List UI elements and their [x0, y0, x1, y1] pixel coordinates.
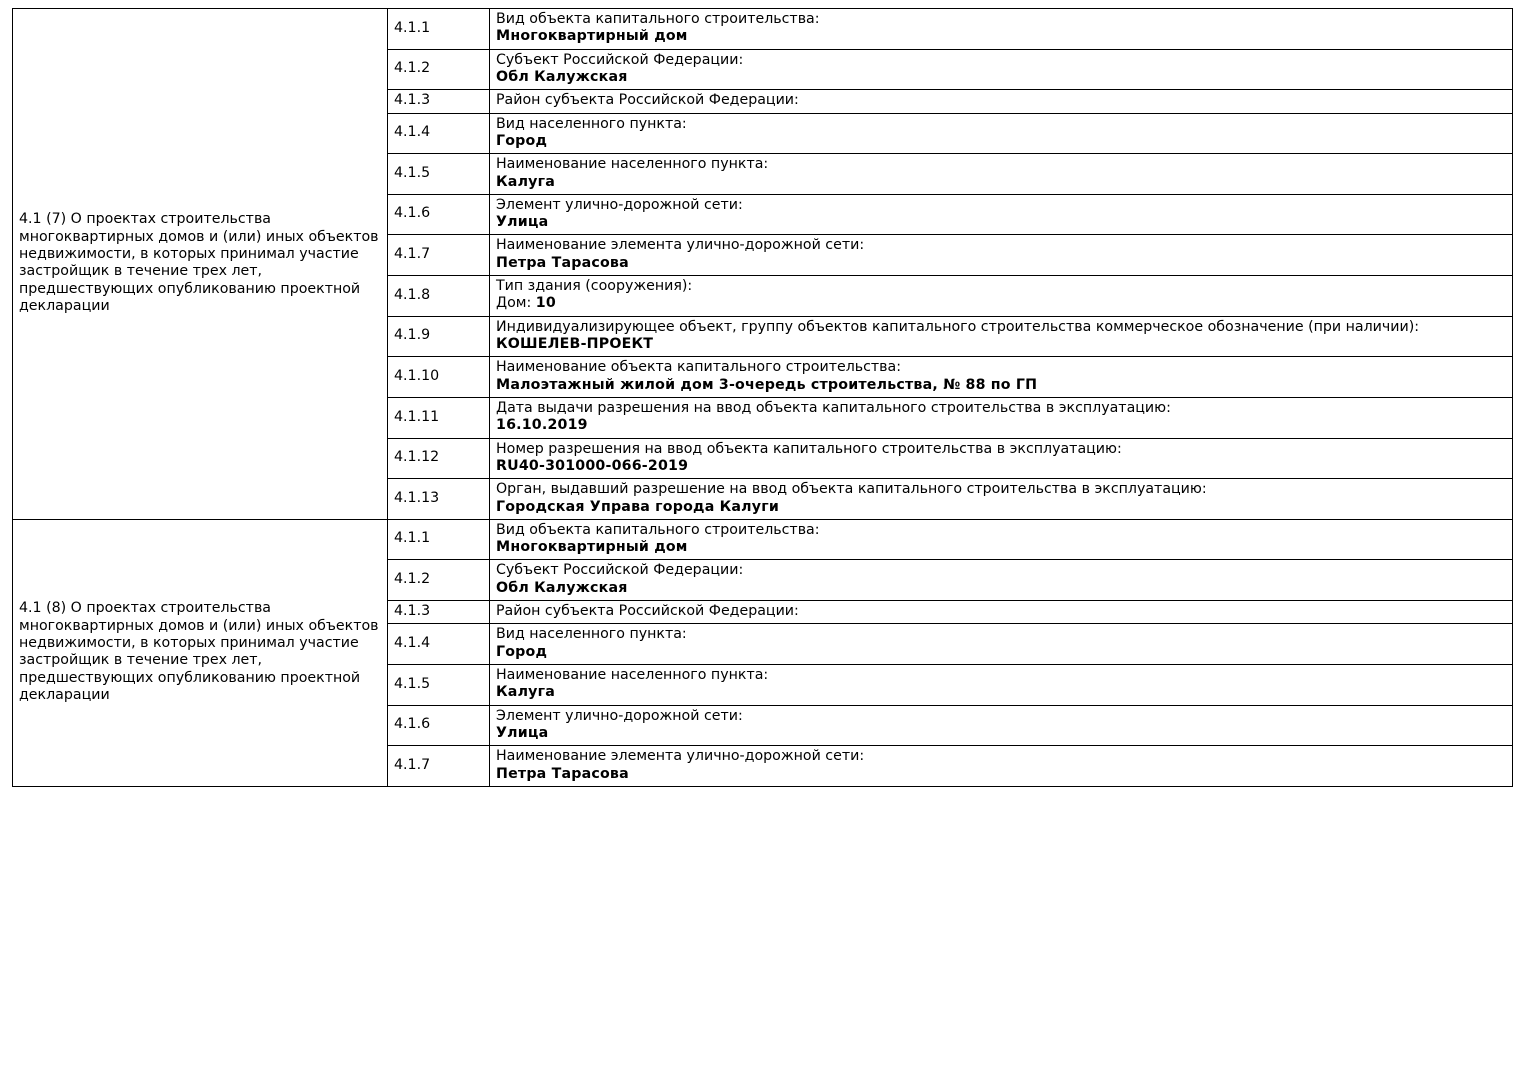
row-code: 4.1.7 — [388, 746, 490, 787]
row-value: Многоквартирный дом — [496, 539, 688, 556]
row-value: Многоквартирный дом — [496, 28, 688, 45]
row-label: Орган, выдавший разрешение на ввод объекта капитального строительства в эксплуатацию: — [496, 481, 1207, 498]
section-title: 4.1 (7) О проектах строительства многоквартирных домов и (или) иных объектов недвижимости, в которых принимал участие застройщик в течение трех лет, предшествующих опубликованию проектной декларации — [19, 211, 379, 315]
row-value-cell — [490, 624, 1513, 665]
row-value-cell — [490, 560, 1513, 601]
row-value-cell — [490, 705, 1513, 746]
row-value: Обл Калужская — [496, 579, 628, 596]
row-value: Петра Тарасова — [496, 254, 629, 271]
row-value-cell — [490, 479, 1513, 520]
row-label: Вид населенного пункта: — [496, 626, 687, 643]
row-code: 4.1.1 — [388, 519, 490, 560]
row-sublabel: Дом: — [496, 295, 536, 312]
row-code: 4.1.2 — [388, 49, 490, 90]
row-label: Наименование элемента улично-дорожной сети: — [496, 237, 865, 254]
row-value-cell — [490, 113, 1513, 154]
table-body — [13, 9, 1513, 787]
table-row — [13, 519, 1513, 560]
row-value: Город — [496, 132, 548, 149]
row-value: Петра Тарасова — [496, 765, 629, 782]
row-label: Район субъекта Российской Федерации: — [496, 92, 799, 109]
row-label: Наименование элемента улично-дорожной сети: — [496, 748, 865, 765]
row-value: 10 — [535, 295, 556, 312]
row-code: 4.1.13 — [388, 479, 490, 520]
row-label: Индивидуализирующее объект, группу объектов капитального строительства коммерческое обозначение (при наличии): — [496, 318, 1420, 335]
row-value-cell — [490, 235, 1513, 276]
row-label: Наименование населенного пункта: — [496, 156, 769, 173]
row-value: RU40-301000-066-2019 — [496, 457, 689, 474]
row-label: Субъект Российской Федерации: — [496, 562, 744, 579]
row-code: 4.1.4 — [388, 113, 490, 154]
project-declaration-table — [12, 8, 1513, 787]
row-value-cell — [490, 316, 1513, 357]
row-value: Город — [496, 643, 548, 660]
row-value: Калуга — [496, 684, 555, 701]
section-title-cell — [13, 9, 388, 520]
row-value-cell — [490, 357, 1513, 398]
row-value-cell — [490, 397, 1513, 438]
row-value-cell — [490, 194, 1513, 235]
row-value: Улица — [496, 724, 549, 741]
row-label: Вид объекта капитального строительства: — [496, 11, 820, 27]
row-label: Наименование населенного пункта: — [496, 667, 769, 683]
row-code: 4.1.4 — [388, 624, 490, 665]
row-value-cell — [490, 746, 1513, 787]
row-code: 4.1.12 — [388, 438, 490, 479]
section-title: 4.1 (8) О проектах строительства многоквартирных домов и (или) иных объектов недвижимости, в которых принимал участие застройщик в течение трех лет, предшествующих опубликованию проектной декларации — [19, 600, 379, 703]
row-label: Элемент улично-дорожной сети: — [496, 196, 743, 213]
row-code: 4.1.7 — [388, 235, 490, 276]
row-value-cell — [490, 49, 1513, 90]
row-value-cell — [490, 438, 1513, 479]
row-value: Малоэтажный жилой дом 3-очередь строительства, № 88 по ГП — [496, 376, 1038, 393]
row-label: Элемент улично-дорожной сети: — [496, 707, 743, 724]
row-code: 4.1.5 — [388, 665, 490, 706]
row-code: 4.1.6 — [388, 705, 490, 746]
row-code: 4.1.6 — [388, 194, 490, 235]
row-code: 4.1.5 — [388, 154, 490, 195]
section-title-cell — [13, 519, 388, 786]
row-code: 4.1.8 — [388, 276, 490, 317]
row-sublabel-line — [496, 295, 1507, 312]
row-value-cell — [490, 154, 1513, 195]
row-code: 4.1.3 — [388, 90, 490, 113]
table-row — [13, 9, 1513, 50]
row-value: Улица — [496, 214, 549, 231]
row-value-cell — [490, 9, 1513, 50]
row-value-cell — [490, 519, 1513, 560]
row-label: Тип здания (сооружения): — [496, 278, 693, 295]
row-label: Район субъекта Российской Федерации: — [496, 603, 799, 620]
row-value-cell — [490, 665, 1513, 706]
row-code: 4.1.3 — [388, 601, 490, 624]
row-value-cell — [490, 276, 1513, 317]
row-code: 4.1.1 — [388, 9, 490, 50]
row-label: Вид населенного пункта: — [496, 115, 687, 132]
row-label: Номер разрешения на ввод объекта капитального строительства в эксплуатацию: — [496, 440, 1122, 457]
row-code: 4.1.10 — [388, 357, 490, 398]
row-label: Наименование объекта капитального строительства: — [496, 359, 902, 376]
row-value: 16.10.2019 — [496, 417, 588, 434]
row-label: Субъект Российской Федерации: — [496, 51, 744, 68]
row-value: Городская Управа города Калуги — [496, 498, 779, 515]
row-code: 4.1.9 — [388, 316, 490, 357]
row-value: Обл Калужская — [496, 68, 628, 85]
row-value-cell — [490, 90, 1513, 113]
row-value: КОШЕЛЕВ-ПРОЕКТ — [496, 336, 654, 352]
row-code: 4.1.11 — [388, 397, 490, 438]
row-label: Вид объекта капитального строительства: — [496, 521, 820, 538]
row-value-cell — [490, 601, 1513, 624]
row-value: Калуга — [496, 173, 555, 190]
row-label: Дата выдачи разрешения на ввод объекта капитального строительства в эксплуатацию: — [496, 399, 1171, 416]
row-code: 4.1.2 — [388, 560, 490, 601]
